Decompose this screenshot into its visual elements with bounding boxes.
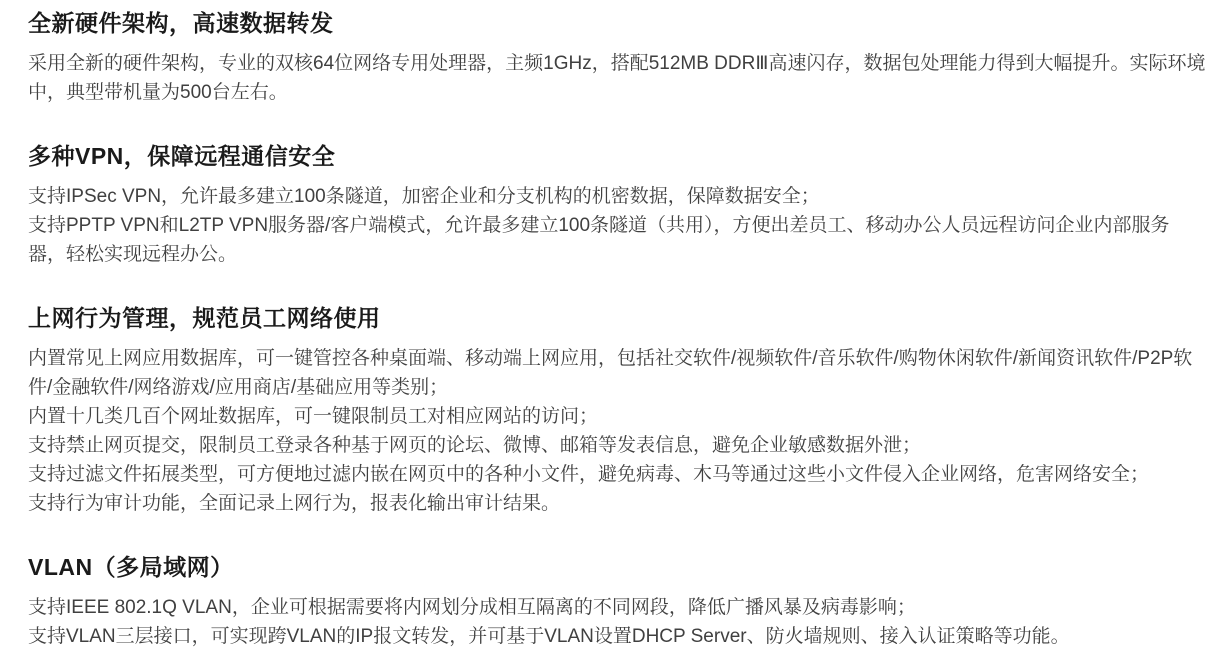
feature-section-behavior-management bbox=[28, 303, 1206, 518]
section-heading-vlan: VLAN（多局域网） bbox=[28, 554, 234, 580]
feature-section-hardware bbox=[28, 8, 1206, 107]
feature-text: 支持PPTP VPN和L2TP VPN服务器/客户端模式，允许最多建立100条隧道（共用），方便出差员工、移动办公人员远程访问企业内部服务器，轻松实现远程办公。 bbox=[28, 215, 1170, 265]
feature-text: 支持行为审计功能，全面记录上网行为，报表化输出审计结果。 bbox=[28, 493, 561, 514]
section-heading-behavior-management: 上网行为管理，规范员工网络使用 bbox=[28, 305, 381, 331]
section-heading-vpn: 多种VPN，保障远程通信安全 bbox=[28, 143, 336, 169]
feature-text: 支持过滤文件拓展类型，可方便地过滤内嵌在网页中的各种小文件，避免病毒、木马等通过这些小文件侵入企业网络，危害网络安全； bbox=[28, 464, 1150, 485]
feature-text: 内置常见上网应用数据库，可一键管控各种桌面端、移动端上网应用，包括社交软件/视频软件/音乐软件/购物休闲软件/新闻资讯软件/P2P软件/金融软件/网络游戏/应用商店/基础应用等类别； bbox=[28, 348, 1193, 398]
feature-text: 支持禁止网页提交，限制员工登录各种基于网页的论坛、微博、邮箱等发表信息，避免企业敏感数据外泄； bbox=[28, 435, 922, 456]
feature-section-vlan bbox=[28, 552, 1206, 651]
feature-text: 支持IEEE 802.1Q VLAN，企业可根据需要将内网划分成相互隔离的不同网段，降低广播风暴及病毒影响； bbox=[28, 597, 916, 618]
feature-section-vpn bbox=[28, 141, 1206, 269]
feature-text: 支持IPSec VPN，允许最多建立100条隧道，加密企业和分支机构的机密数据，保障数据安全； bbox=[28, 186, 820, 207]
section-heading-hardware: 全新硬件架构，高速数据转发 bbox=[28, 10, 334, 36]
feature-text: 内置十几类几百个网址数据库，可一键限制员工对相应网站的访问； bbox=[28, 406, 599, 427]
feature-text: 采用全新的硬件架构，专业的双核64位网络专用处理器，主频1GHz，搭配512MB DDRⅢ高速闪存，数据包处理能力得到大幅提升。实际环境中，典型带机量为500台左右。 bbox=[28, 53, 1206, 103]
feature-text: 支持VLAN三层接口，可实现跨VLAN的IP报文转发，并可基于VLAN设置DHCP Server、防火墙规则、接入认证策略等功能。 bbox=[28, 626, 1070, 647]
